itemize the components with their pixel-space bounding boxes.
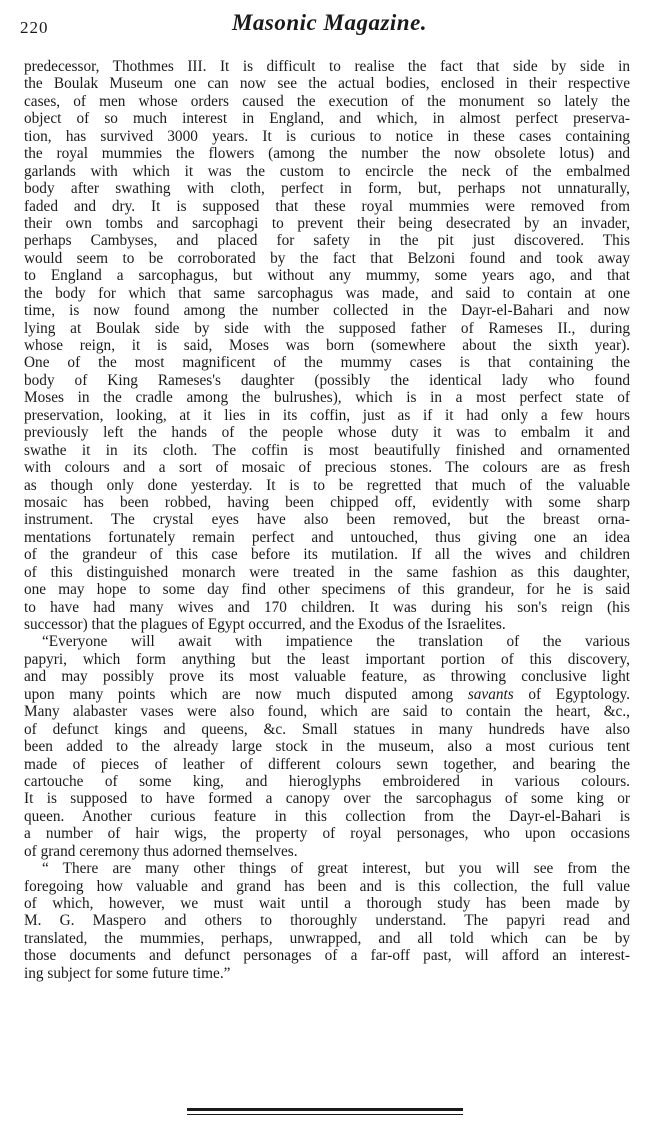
text-line: of grand ceremony thus adorned themselves. xyxy=(24,842,298,860)
text-line: with colours and a sort of mosaic of precious stones. The colours are as fresh xyxy=(24,459,630,477)
text-line: those documents and defunct personages of a far-off past, will afford an interest- xyxy=(24,947,630,965)
page-number: 220 xyxy=(20,18,49,37)
text-line: foregoing how valuable and grand has been and is this collection, the full value xyxy=(24,877,630,895)
text-line: object of so much interest in England, and which, in almost perfect preserva- xyxy=(24,110,630,128)
text-line: and may possibly prove its most valuable feature, as throwing conclusive light xyxy=(24,668,630,686)
italic-word: savants xyxy=(467,685,514,703)
text-line: of defunct kings and queens, &c. Small statues in many hundreds have also xyxy=(24,720,630,738)
text-line: queen. Another curious feature in this collection from the Dayr-el-Bahari is xyxy=(24,807,630,825)
text-line: ing subject for some future time.” xyxy=(24,964,231,982)
text-line: Many alabaster vases were also found, which are said to contain the heart, &c., xyxy=(24,703,630,721)
text-line: M. G. Maspero and others to thoroughly understand. The papyri read and xyxy=(24,912,630,930)
text-line: mosaic has been robbed, having been chipped off, evidently with some sharp xyxy=(24,493,630,511)
text-line: perhaps Cambyses, and placed for safety in the pit just discovered. This xyxy=(24,232,630,250)
text-line: of which, however, we must wait until a thorough study has been made by xyxy=(24,895,630,912)
running-title: Masonic Magazine. xyxy=(231,10,428,35)
text-line: “Everyone will await with impatience the translation of the various xyxy=(42,633,630,651)
text-line: one may hope to some day find other specimens of this grandeur, for he is said xyxy=(24,581,630,599)
text-line: faded and dry. It is supposed that these royal mummies were removed from xyxy=(24,197,630,215)
text-line: mentations fortunately remain perfect and untouched, thus giving one an idea xyxy=(24,528,630,546)
text-line: time, is now found among the number collected in the Dayr-el-Bahari and now xyxy=(24,302,630,320)
text-line: lying at Boulak side by side with the supposed father of Rameses II., during xyxy=(24,319,630,337)
text-line: swathe it in its cloth. The coffin is most beautifully finished and ornamented xyxy=(24,441,630,459)
text-line: their own tombs and sarcophagi to prevent their being desecrated by an invader, xyxy=(24,214,630,232)
text-line: of the grandeur of this case before its mutilation. If all the wives and children xyxy=(24,546,630,564)
text-line: predecessor, Thothmes III. It is difficult to realise the fact that side by side in xyxy=(24,58,630,75)
text-line: cases, of men whose orders caused the execution of the monument so lately the xyxy=(24,92,630,110)
text-line: It is supposed to have formed a canopy over the sarcophagus of some king or xyxy=(24,790,630,808)
text-line: to England a sarcophagus, but without any mummy, some years ago, and that xyxy=(24,267,630,285)
end-rule xyxy=(187,1108,463,1111)
end-rule-thin xyxy=(187,1114,463,1115)
text-line: body of King Rameses's daughter (possibly the identical lady who found xyxy=(24,371,630,389)
text-line: the royal mummies the flowers (among the number the now obsolete lotus) and xyxy=(24,145,630,163)
text-line: preservation, looking, at it lies in its coffin, just as if it had only a few hours xyxy=(24,406,630,424)
text-line: Moses in the cradle among the bulrushes), which is in a most perfect state of xyxy=(24,389,630,407)
text-line: body after swathing with cloth, perfect in form, but, perhaps not unnaturally, xyxy=(24,180,630,198)
text-line: the Boulak Museum one can now see the actual bodies, enclosed in their respective xyxy=(24,75,630,93)
text-line: whose reign, it is said, Moses was born (somewhere about the sixth year). xyxy=(24,337,630,354)
text-line: translated, the mummies, perhaps, unwrapped, and all told which can be by xyxy=(24,929,630,947)
text-line: of this distinguished monarch were treated in the same fashion as this daughter, xyxy=(24,563,630,581)
text-line: to have had many wives and 170 children. It was during his son's reign (his xyxy=(24,598,630,616)
text-line: papyri, which form anything but the least important portion of this discovery, xyxy=(24,650,630,668)
text-line: tion, has survived 3000 years. It is curious to notice in these cases containing xyxy=(24,127,630,145)
text-line: made of pieces of leather of different colours sewn together, and bearing the xyxy=(24,755,630,773)
text-line: upon many points which are now much disputed among savants of Egyptology. xyxy=(24,685,631,703)
text-line: “ There are many other things of great interest, but you will see from the xyxy=(42,860,630,878)
text-line: previously left the hands of the people whose duty it was to embalm it and xyxy=(24,424,630,442)
text-line: instrument. The crystal eyes have also been removed, but the breast orna- xyxy=(24,511,630,529)
text-line: garlands with which it was the custom to encircle the neck of the embalmed xyxy=(24,162,630,180)
text-line: been added to the already large stock in the museum, also a most curious tent xyxy=(24,738,630,756)
text-line: a number of hair wigs, the property of royal personages, who upon occasions xyxy=(24,825,630,843)
text-line: successor) that the plagues of Egypt occurred, and the Exodus of the Israelites. xyxy=(24,616,506,633)
text-line: as though only done yesterday. It is to be regretted that much of the valuable xyxy=(24,476,630,494)
article-body xyxy=(24,58,630,982)
text-line: would seem to be corroborated by the fact that Belzoni found and took away xyxy=(24,249,630,267)
page-header xyxy=(18,4,641,44)
text-line: One of the most magnificent of the mummy cases is that containing the xyxy=(24,354,630,372)
text-line: cartouche of some king, and hieroglyphs embroidered in various colours. xyxy=(24,772,630,790)
text-line: the body for which that same sarcophagus was made, and said to contain at one xyxy=(24,284,630,302)
